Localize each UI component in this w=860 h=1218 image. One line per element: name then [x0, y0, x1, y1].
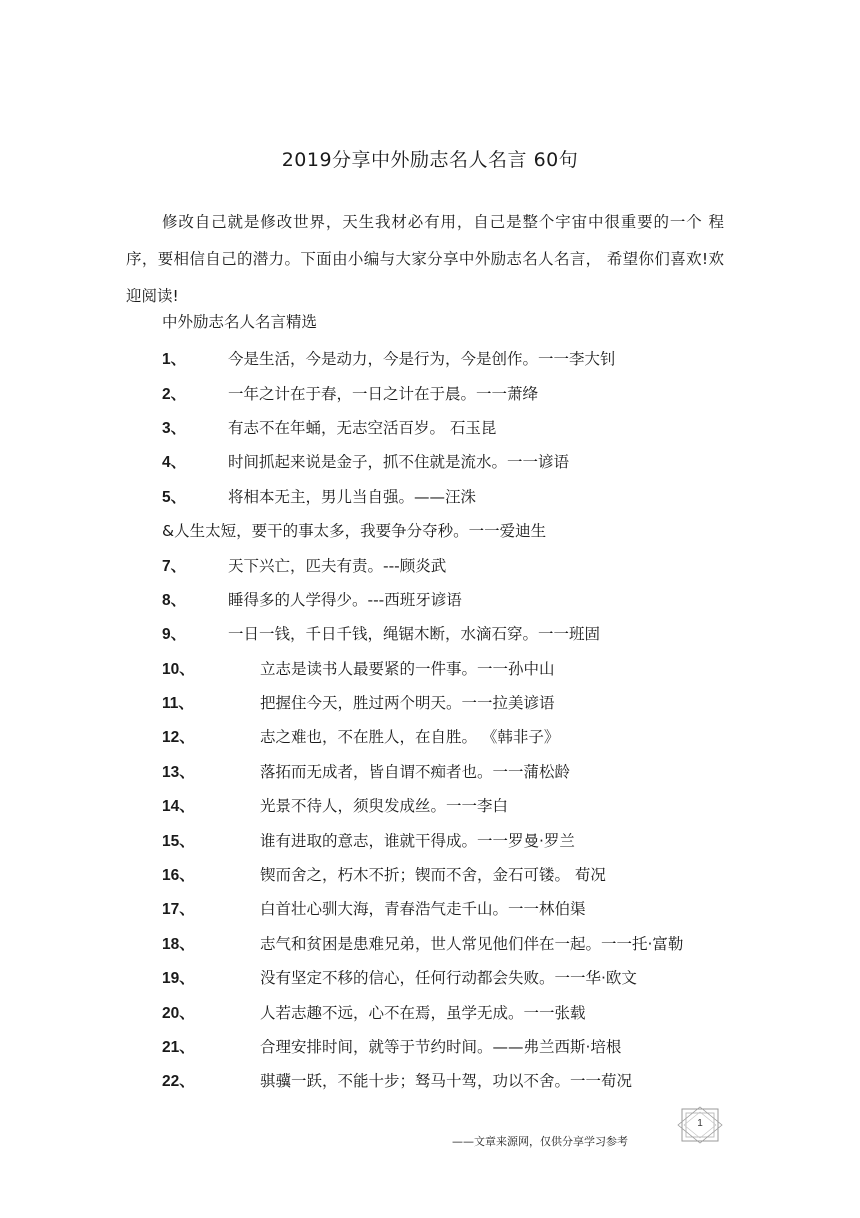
quote-item [126, 616, 746, 650]
quote-item [126, 479, 746, 513]
quote-text: 谁有进取的意志，谁就干得成。一一罗曼·罗兰 [260, 831, 575, 850]
quote-item [126, 582, 746, 616]
quote-number: 9、 [162, 626, 187, 644]
quote-number: 18、 [162, 935, 195, 953]
quote-text: 一年之计在于春，一日之计在于晨。一一萧绛 [228, 384, 539, 403]
quote-item [126, 994, 746, 1028]
quote-number: 12、 [162, 729, 195, 747]
quote-number: 3、 [162, 419, 187, 437]
quote-text: 立志是读书人最要紧的一件事。一一孙中山 [260, 659, 555, 678]
quote-text: 志之难也，不在胜人，在自胜。 《韩非子》 [260, 728, 560, 747]
quote-text: 时间抓起来说是金子，抓不住就是流水。一一谚语 [228, 453, 570, 472]
quote-item [126, 1029, 746, 1063]
quote-item [126, 375, 746, 409]
quote-item [126, 960, 746, 994]
quote-list [126, 341, 746, 1098]
quote-text: 合理安排时间，就等于节约时间。——弗兰西斯·培根 [260, 1038, 622, 1056]
quote-text: 锲而舍之，朽木不折；锲而不舍，金石可镂。 荀况 [260, 866, 606, 885]
quote-item [126, 822, 746, 856]
quote-text: 光景不待人，须臾发成丝。一一李白 [260, 797, 509, 816]
footer-note: ——文章来源网，仅供分享学习参考 [452, 1135, 628, 1148]
quote-item [126, 891, 746, 925]
quote-number: 14、 [162, 798, 195, 816]
quote-text: 白首壮心驯大海，青春浩气走千山。一一林伯渠 [260, 900, 586, 919]
quote-number: 8、 [162, 591, 187, 609]
quote-text: 志气和贫困是患难兄弟，世人常见他们伴在一起。一一托·富勒 [260, 934, 684, 953]
quote-text: 今是生活，今是动力，今是行为，今是创作。一一李大钊 [228, 350, 616, 369]
quote-item [126, 685, 746, 719]
quote-text: 有志不在年蛹，无志空活百岁。 石玉昆 [228, 418, 497, 437]
quote-item [126, 754, 746, 788]
quote-item [126, 926, 746, 960]
quote-number: 19、 [162, 970, 195, 988]
quote-number: 22、 [162, 1073, 195, 1091]
quote-number: 13、 [162, 763, 195, 781]
quote-number: 1、 [162, 351, 187, 369]
page-number: 1 [697, 1118, 703, 1129]
quote-item [126, 1063, 746, 1097]
quote-number: 2、 [162, 385, 187, 403]
quote-text: 没有坚定不移的信心，任何行动都会失败。一一华·欧文 [260, 969, 637, 988]
quote-item [126, 788, 746, 822]
quote-item [126, 857, 746, 891]
quote-number: 5、 [162, 488, 187, 506]
quote-text: 把握住今天，胜过两个明天。一一拉美谚语 [260, 694, 555, 713]
quote-text: 一日一钱，千日千钱，绳锯木断，水滴石穿。一一班固 [228, 625, 601, 644]
quote-number: 11、 [162, 695, 194, 713]
quote-item [126, 410, 746, 444]
quote-number: 10、 [162, 660, 195, 678]
quote-number: 16、 [162, 867, 195, 885]
quote-item [126, 719, 746, 753]
page-number-badge [677, 1106, 723, 1144]
quote-text: &人生太短，要干的事太多，我要争分夺秒。一一爱迪生 [162, 522, 547, 541]
quote-number: 20、 [162, 1004, 195, 1022]
quote-text: 人若志趣不远，心不在焉，虽学无成。一一张载 [260, 1003, 586, 1022]
quote-text: 将相本无主，男儿当自强。——汪洙 [228, 487, 477, 506]
quote-text: 落拓而无成者，皆自谓不痴者也。一一蒲松龄 [260, 762, 571, 781]
quote-item [126, 341, 746, 375]
quote-text: 骐骥一跃，不能十步；驽马十驾，功以不舍。一一荀况 [260, 1072, 633, 1091]
quote-number: 17、 [162, 901, 195, 919]
intro-paragraph: 修改自己就是修改世界，天生我材必有用，自己是整个宇宙中很重要的一个 程序，要相信自己的潜力。下面由小编与大家分享中外励志名人名言， 希望你们喜欢!欢迎阅读! [126, 213, 724, 305]
quote-item [126, 513, 746, 547]
quote-item [126, 547, 746, 581]
quote-number: 4、 [162, 454, 187, 472]
quote-text: 天下兴亡，匹夫有责。---顾炎武 [228, 556, 447, 575]
quote-item [126, 444, 746, 478]
section-heading: 中外励志名人名言精选 [162, 313, 318, 331]
quote-number: 15、 [162, 832, 195, 850]
quote-text: 睡得多的人学得少。---西班牙谚语 [228, 590, 462, 609]
quote-item [126, 651, 746, 685]
quote-number: 7、 [162, 557, 187, 575]
quote-number: 21、 [162, 1039, 195, 1056]
document-title: 2019分享中外励志名人名言 60句 [281, 149, 579, 171]
